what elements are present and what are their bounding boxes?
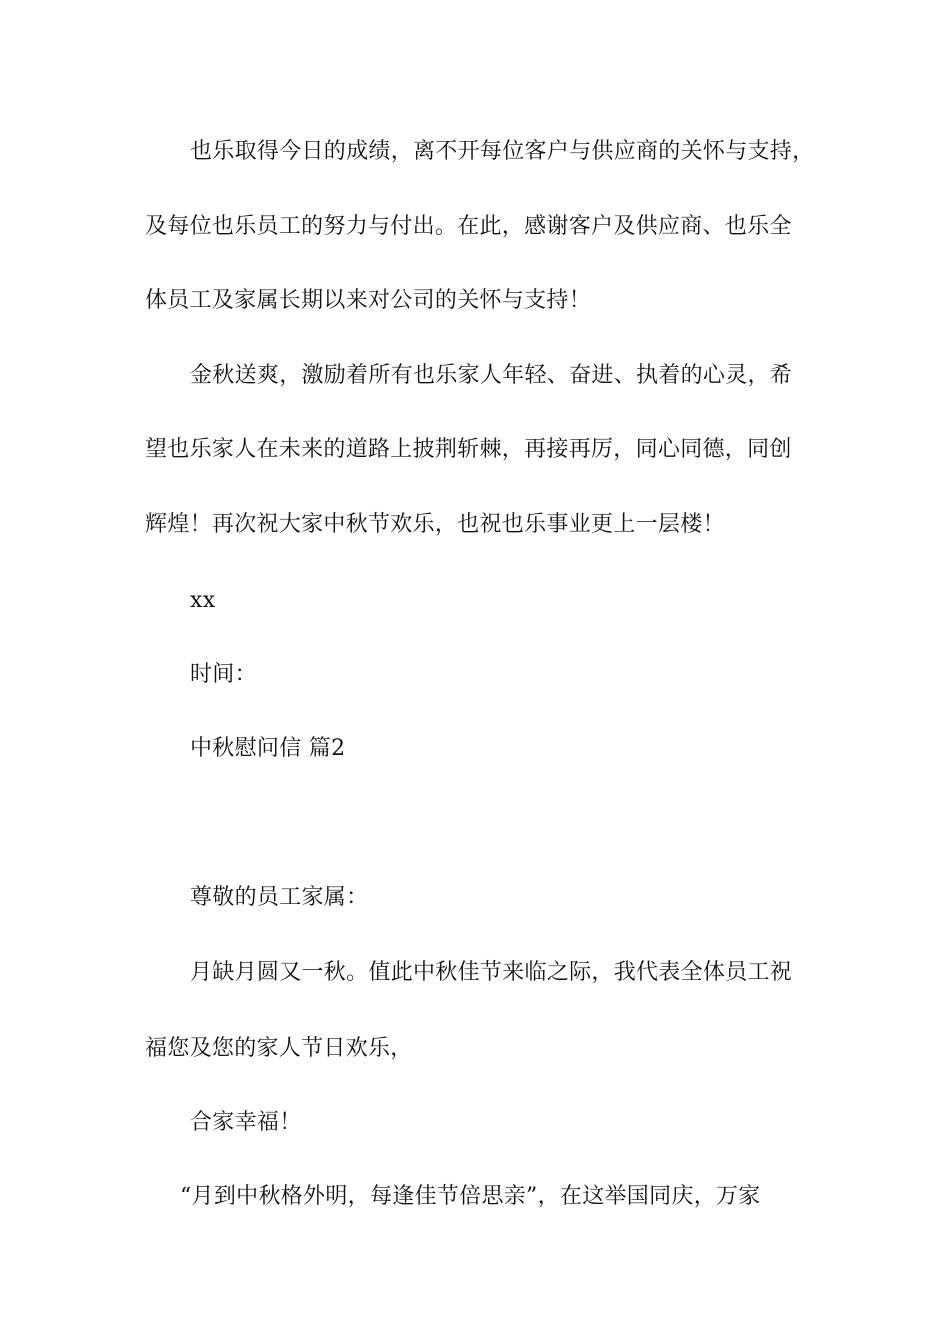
paragraph-line: 及每位也乐员工的努力与付出。在此，感谢客户及供应商、也乐全 [145,214,792,239]
paragraph-line: 月缺月圆又一秋。值此中秋佳节来临之际，我代表全体员工祝 [190,960,793,985]
paragraph-line: 合家幸福！ [190,1110,302,1135]
date-line: 时间： [190,662,257,687]
section-title: 中秋慰问信 篇2 [190,736,346,761]
paragraph-line: 也乐取得今日的成绩，离不开每位客户与供应商的关怀与支持， [190,139,815,164]
paragraph-line: 福您及您的家人节日欢乐， [145,1036,413,1061]
salutation: 尊敬的员工家属： [190,885,369,910]
paragraph-line: 辉煌！再次祝大家中秋节欢乐，也祝也乐事业更上一层楼！ [145,512,725,537]
paragraph-line: 体员工及家属长期以来对公司的关怀与支持！ [145,288,592,313]
paragraph-line: 金秋送爽，激励着所有也乐家人年轻、奋进、执着的心灵，希 [190,363,793,388]
signature-line: xx [190,588,216,613]
paragraph-line: “月到中秋格外明，每逢佳节倍思亲”，在这举国同庆，万家 [180,1184,761,1209]
paragraph-line: 望也乐家人在未来的道路上披荆斩棘，再接再厉，同心同德，同创 [145,437,792,462]
